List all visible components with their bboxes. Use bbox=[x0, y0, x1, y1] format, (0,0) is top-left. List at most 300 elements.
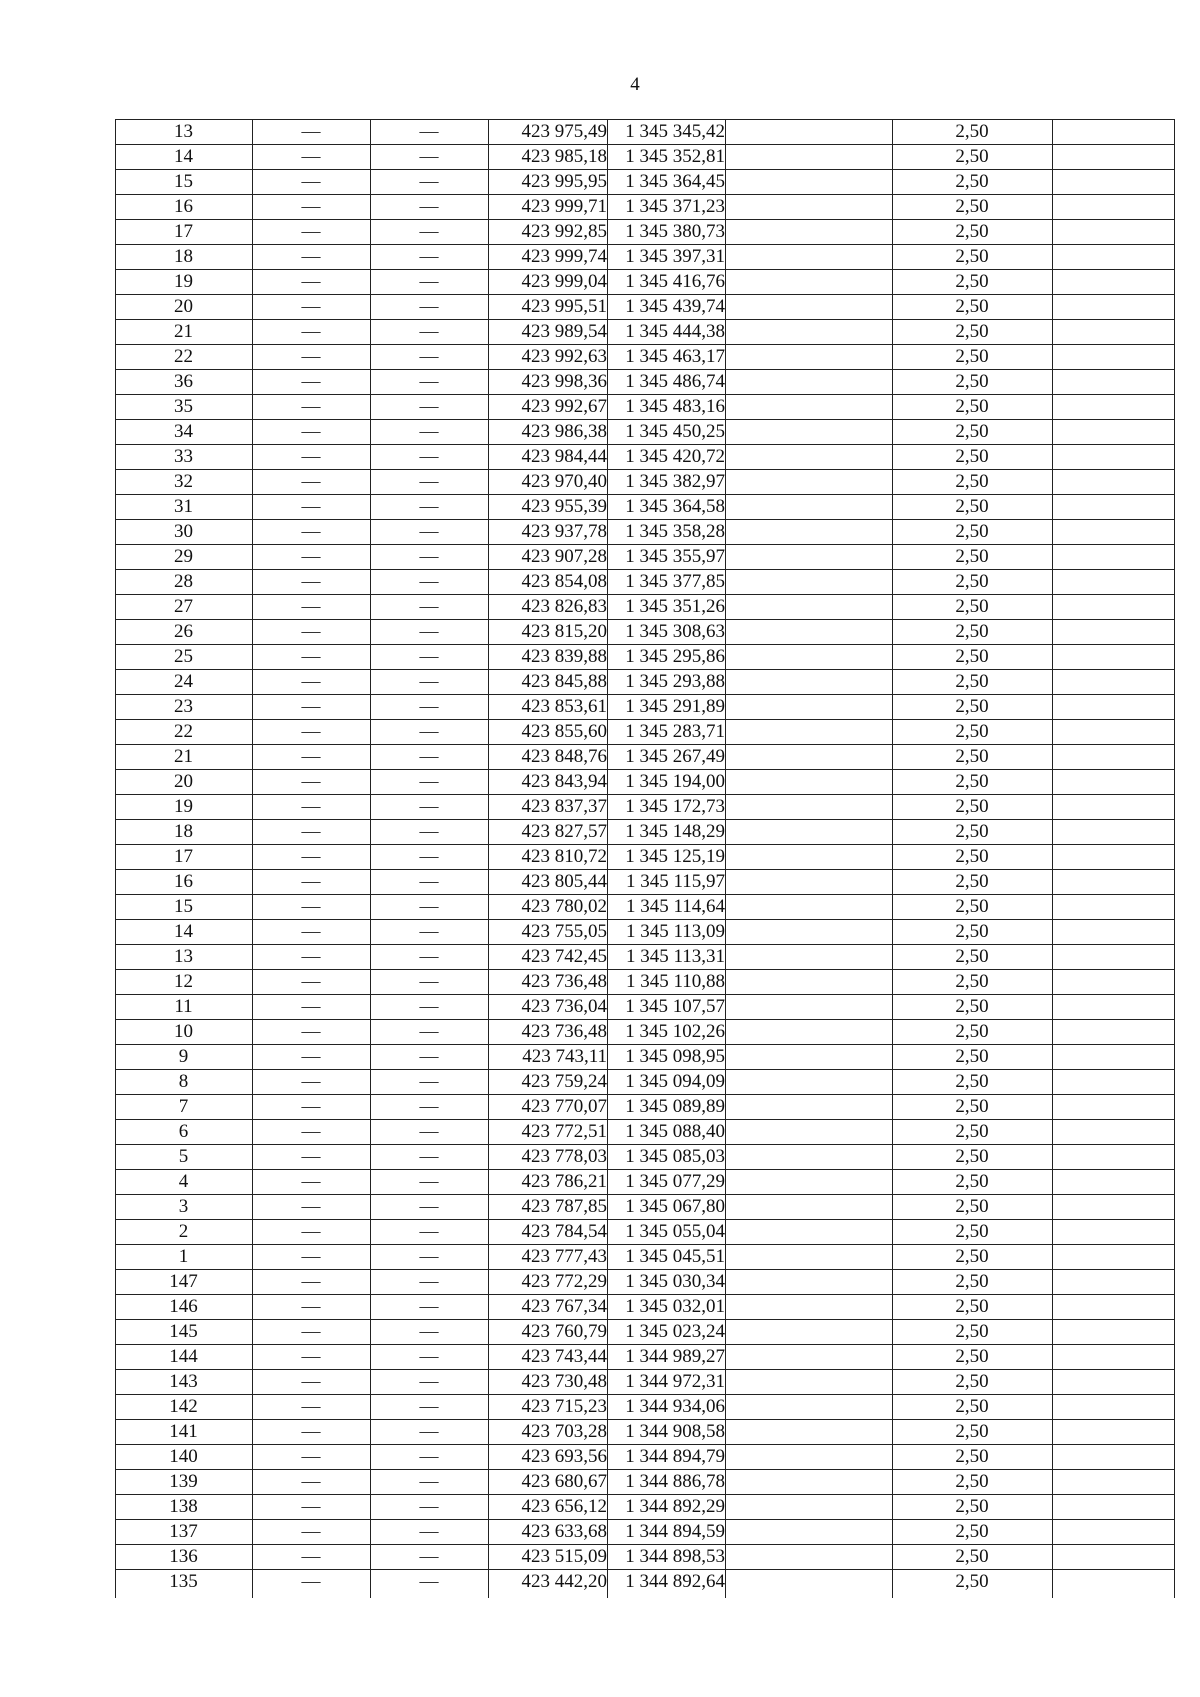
dash-cell: — bbox=[252, 1470, 370, 1495]
table-row bbox=[115, 1095, 1174, 1120]
x-coordinate-cell: 423 937,78 bbox=[488, 520, 607, 545]
empty-cell bbox=[725, 420, 892, 445]
x-coordinate-cell: 423 787,85 bbox=[488, 1195, 607, 1220]
empty-cell bbox=[725, 1020, 892, 1045]
y-coordinate-cell: 1 345 085,03 bbox=[607, 1145, 725, 1170]
empty-cell bbox=[725, 945, 892, 970]
y-coordinate-cell: 1 345 364,45 bbox=[607, 170, 725, 195]
empty-cell bbox=[1052, 1295, 1174, 1320]
x-coordinate-cell: 423 742,45 bbox=[488, 945, 607, 970]
table-row bbox=[115, 995, 1174, 1020]
y-coordinate-cell: 1 345 283,71 bbox=[607, 720, 725, 745]
x-coordinate-cell: 423 986,38 bbox=[488, 420, 607, 445]
x-coordinate-cell: 423 810,72 bbox=[488, 845, 607, 870]
y-coordinate-cell: 1 344 894,79 bbox=[607, 1445, 725, 1470]
accuracy-cell: 2,50 bbox=[892, 1370, 1052, 1395]
dash-cell: — bbox=[252, 120, 370, 145]
empty-cell bbox=[725, 795, 892, 820]
empty-cell bbox=[1052, 920, 1174, 945]
dash-cell: — bbox=[252, 395, 370, 420]
dash-cell: — bbox=[370, 445, 488, 470]
point-number-cell: 12 bbox=[115, 970, 252, 995]
table-row bbox=[115, 1520, 1174, 1545]
dash-cell: — bbox=[370, 1445, 488, 1470]
dash-cell: — bbox=[252, 445, 370, 470]
point-number-cell: 32 bbox=[115, 470, 252, 495]
y-coordinate-cell: 1 344 894,59 bbox=[607, 1520, 725, 1545]
dash-cell: — bbox=[252, 820, 370, 845]
dash-cell: — bbox=[252, 295, 370, 320]
dash-cell: — bbox=[252, 320, 370, 345]
empty-cell bbox=[725, 1520, 892, 1545]
y-coordinate-cell: 1 345 032,01 bbox=[607, 1295, 725, 1320]
dash-cell: — bbox=[370, 1095, 488, 1120]
point-number-cell: 16 bbox=[115, 870, 252, 895]
table-row bbox=[115, 945, 1174, 970]
empty-cell bbox=[725, 995, 892, 1020]
empty-cell bbox=[725, 295, 892, 320]
dash-cell: — bbox=[370, 970, 488, 995]
empty-cell bbox=[1052, 1370, 1174, 1395]
accuracy-cell: 2,50 bbox=[892, 670, 1052, 695]
table-row bbox=[115, 1470, 1174, 1495]
y-coordinate-cell: 1 345 291,89 bbox=[607, 695, 725, 720]
y-coordinate-cell: 1 345 416,76 bbox=[607, 270, 725, 295]
accuracy-cell: 2,50 bbox=[892, 1045, 1052, 1070]
dash-cell: — bbox=[370, 1170, 488, 1195]
dash-cell: — bbox=[252, 770, 370, 795]
dash-cell: — bbox=[252, 795, 370, 820]
dash-cell: — bbox=[252, 895, 370, 920]
y-coordinate-cell: 1 345 450,25 bbox=[607, 420, 725, 445]
accuracy-cell: 2,50 bbox=[892, 1495, 1052, 1520]
dash-cell: — bbox=[252, 370, 370, 395]
dash-cell: — bbox=[370, 1295, 488, 1320]
empty-cell bbox=[1052, 395, 1174, 420]
table-row bbox=[115, 1245, 1174, 1270]
empty-cell bbox=[725, 1370, 892, 1395]
point-number-cell: 15 bbox=[115, 895, 252, 920]
x-coordinate-cell: 423 760,79 bbox=[488, 1320, 607, 1345]
dash-cell: — bbox=[370, 720, 488, 745]
table-row bbox=[115, 1370, 1174, 1395]
accuracy-cell: 2,50 bbox=[892, 270, 1052, 295]
dash-cell: — bbox=[370, 1220, 488, 1245]
table-row bbox=[115, 145, 1174, 170]
dash-cell: — bbox=[370, 1395, 488, 1420]
table-row bbox=[115, 795, 1174, 820]
dash-cell: — bbox=[370, 1520, 488, 1545]
point-number-cell: 11 bbox=[115, 995, 252, 1020]
x-coordinate-cell: 423 855,60 bbox=[488, 720, 607, 745]
x-coordinate-cell: 423 843,94 bbox=[488, 770, 607, 795]
y-coordinate-cell: 1 345 023,24 bbox=[607, 1320, 725, 1345]
dash-cell: — bbox=[370, 295, 488, 320]
empty-cell bbox=[1052, 1320, 1174, 1345]
x-coordinate-cell: 423 848,76 bbox=[488, 745, 607, 770]
empty-cell bbox=[1052, 820, 1174, 845]
empty-cell bbox=[725, 195, 892, 220]
accuracy-cell: 2,50 bbox=[892, 745, 1052, 770]
empty-cell bbox=[1052, 345, 1174, 370]
dash-cell: — bbox=[252, 1445, 370, 1470]
empty-cell bbox=[725, 920, 892, 945]
dash-cell: — bbox=[370, 545, 488, 570]
x-coordinate-cell: 423 743,44 bbox=[488, 1345, 607, 1370]
x-coordinate-cell: 423 442,20 bbox=[521, 1571, 607, 1592]
empty-cell bbox=[725, 1345, 892, 1370]
empty-cell bbox=[725, 270, 892, 295]
x-coordinate-cell: 423 999,71 bbox=[488, 195, 607, 220]
x-coordinate-cell: 423 736,48 bbox=[488, 1020, 607, 1045]
coordinates-table bbox=[115, 119, 1175, 1598]
empty-cell bbox=[1052, 745, 1174, 770]
x-coordinate-cell: 423 989,54 bbox=[488, 320, 607, 345]
dash-cell: — bbox=[252, 870, 370, 895]
table-row bbox=[115, 595, 1174, 620]
table-row bbox=[115, 620, 1174, 645]
empty-cell bbox=[1052, 1395, 1174, 1420]
empty-cell bbox=[1052, 545, 1174, 570]
empty-cell bbox=[1052, 1270, 1174, 1295]
y-coordinate-cell: 1 345 125,19 bbox=[607, 845, 725, 870]
accuracy-cell: 2,50 bbox=[892, 1295, 1052, 1320]
point-number-cell: 141 bbox=[115, 1420, 252, 1445]
x-coordinate-cell: 423 845,88 bbox=[488, 670, 607, 695]
x-coordinate-cell: 423 975,49 bbox=[488, 120, 607, 145]
empty-cell bbox=[725, 845, 892, 870]
y-coordinate-cell: 1 345 107,57 bbox=[607, 995, 725, 1020]
dash-cell: — bbox=[370, 1045, 488, 1070]
accuracy-cell: 2,50 bbox=[892, 470, 1052, 495]
accuracy-cell: 2,50 bbox=[892, 1470, 1052, 1495]
point-number-cell: 1 bbox=[115, 1245, 252, 1270]
dash-cell: — bbox=[252, 695, 370, 720]
dash-cell: — bbox=[370, 1145, 488, 1170]
table-row bbox=[115, 1420, 1174, 1445]
point-number-cell: 18 bbox=[115, 820, 252, 845]
empty-cell bbox=[1052, 1545, 1174, 1570]
point-number-cell: 28 bbox=[115, 570, 252, 595]
point-number-cell: 20 bbox=[115, 295, 252, 320]
empty-cell bbox=[1052, 620, 1174, 645]
point-number-cell: 25 bbox=[115, 645, 252, 670]
y-coordinate-cell: 1 344 908,58 bbox=[607, 1420, 725, 1445]
dash-cell: — bbox=[370, 495, 488, 520]
accuracy-cell: 2,50 bbox=[892, 645, 1052, 670]
point-number-cell: 13 bbox=[115, 945, 252, 970]
accuracy-cell: 2,50 bbox=[892, 395, 1052, 420]
dash-cell: — bbox=[370, 645, 488, 670]
y-coordinate-cell: 1 345 444,38 bbox=[607, 320, 725, 345]
accuracy-cell: 2,50 bbox=[892, 445, 1052, 470]
empty-cell bbox=[725, 1045, 892, 1070]
point-number-cell: 3 bbox=[115, 1195, 252, 1220]
point-number-cell: 17 bbox=[115, 845, 252, 870]
x-coordinate-cell: 423 770,07 bbox=[488, 1095, 607, 1120]
accuracy-cell: 2,50 bbox=[892, 970, 1052, 995]
dash-cell: — bbox=[252, 1170, 370, 1195]
accuracy-cell: 2,50 bbox=[892, 195, 1052, 220]
dash-cell: — bbox=[370, 1120, 488, 1145]
y-coordinate-cell: 1 345 345,42 bbox=[607, 120, 725, 145]
table-row bbox=[115, 120, 1174, 145]
accuracy-cell: 2,50 bbox=[892, 520, 1052, 545]
empty-cell bbox=[1052, 695, 1174, 720]
dash-cell: — bbox=[370, 795, 488, 820]
accuracy-cell: 2,50 bbox=[892, 1195, 1052, 1220]
table-row bbox=[115, 1545, 1174, 1570]
empty-cell bbox=[1052, 1470, 1174, 1495]
empty-cell bbox=[725, 1220, 892, 1245]
dash-cell: — bbox=[252, 645, 370, 670]
dash-cell: — bbox=[370, 1420, 488, 1445]
accuracy-cell: 2,50 bbox=[892, 320, 1052, 345]
dash-cell: — bbox=[370, 845, 488, 870]
dash-cell: — bbox=[370, 820, 488, 845]
y-coordinate-cell: 1 344 892,29 bbox=[607, 1495, 725, 1520]
table-row bbox=[115, 1220, 1174, 1245]
empty-cell bbox=[725, 320, 892, 345]
empty-cell bbox=[1052, 195, 1174, 220]
point-number-cell: 16 bbox=[115, 195, 252, 220]
accuracy-cell: 2,50 bbox=[892, 1320, 1052, 1345]
y-coordinate-cell: 1 344 886,78 bbox=[607, 1470, 725, 1495]
empty-cell bbox=[1052, 495, 1174, 520]
empty-cell bbox=[1052, 1195, 1174, 1220]
x-coordinate-cell: 423 656,12 bbox=[488, 1495, 607, 1520]
dash-cell: — bbox=[252, 220, 370, 245]
x-coordinate-cell: 423 633,68 bbox=[488, 1520, 607, 1545]
table-row bbox=[115, 495, 1174, 520]
point-number-cell: 142 bbox=[115, 1395, 252, 1420]
empty-cell bbox=[1052, 1045, 1174, 1070]
point-number-cell: 19 bbox=[115, 795, 252, 820]
table-body bbox=[115, 120, 1174, 1594]
point-number-cell: 139 bbox=[115, 1470, 252, 1495]
x-coordinate-cell: 423 730,48 bbox=[488, 1370, 607, 1395]
x-coordinate-cell: 423 826,83 bbox=[488, 595, 607, 620]
dash-cell: — bbox=[252, 845, 370, 870]
dash-cell: — bbox=[252, 1520, 370, 1545]
point-number-cell: 14 bbox=[115, 920, 252, 945]
dash-cell: — bbox=[370, 370, 488, 395]
x-coordinate-cell: 423 992,67 bbox=[488, 395, 607, 420]
dash-cell: — bbox=[370, 920, 488, 945]
x-coordinate-cell: 423 680,67 bbox=[488, 1470, 607, 1495]
x-coordinate-cell: 423 907,28 bbox=[488, 545, 607, 570]
accuracy-cell: 2,50 bbox=[892, 945, 1052, 970]
accuracy-cell: 2,50 bbox=[892, 1095, 1052, 1120]
dash-cell: — bbox=[252, 270, 370, 295]
point-number-cell: 13 bbox=[115, 120, 252, 145]
accuracy-cell: 2,50 bbox=[892, 845, 1052, 870]
point-number-cell: 31 bbox=[115, 495, 252, 520]
point-number-cell: 27 bbox=[115, 595, 252, 620]
accuracy-cell: 2,50 bbox=[892, 1445, 1052, 1470]
point-number-cell: 17 bbox=[115, 220, 252, 245]
accuracy-cell: 2,50 bbox=[892, 170, 1052, 195]
y-coordinate-cell: 1 345 380,73 bbox=[607, 220, 725, 245]
accuracy-cell: 2,50 bbox=[892, 570, 1052, 595]
dash-cell: — bbox=[252, 1295, 370, 1320]
dash-cell: — bbox=[370, 270, 488, 295]
point-number-cell: 2 bbox=[115, 1220, 252, 1245]
table-row bbox=[115, 1445, 1174, 1470]
empty-cell bbox=[1052, 770, 1174, 795]
y-coordinate-cell: 1 345 295,86 bbox=[607, 645, 725, 670]
y-coordinate-cell: 1 345 094,09 bbox=[607, 1070, 725, 1095]
point-number-cell: 34 bbox=[115, 420, 252, 445]
table-row bbox=[115, 1270, 1174, 1295]
dash-cell: — bbox=[370, 870, 488, 895]
y-coordinate-cell: 1 344 898,53 bbox=[607, 1545, 725, 1570]
point-number-cell: 7 bbox=[115, 1095, 252, 1120]
empty-cell bbox=[1052, 520, 1174, 545]
empty-cell bbox=[725, 1120, 892, 1145]
accuracy-cell: 2,50 bbox=[892, 920, 1052, 945]
empty-cell bbox=[725, 1170, 892, 1195]
accuracy-cell: 2,50 bbox=[892, 1020, 1052, 1045]
empty-cell bbox=[1052, 420, 1174, 445]
dash-cell: — bbox=[370, 620, 488, 645]
point-number-cell: 21 bbox=[115, 320, 252, 345]
empty-cell bbox=[725, 1320, 892, 1345]
accuracy-cell: 2,50 bbox=[892, 1170, 1052, 1195]
dash-cell: — bbox=[370, 1545, 488, 1570]
accuracy-cell: 2,50 bbox=[892, 145, 1052, 170]
x-coordinate-cell: 423 970,40 bbox=[488, 470, 607, 495]
table-row bbox=[115, 320, 1174, 345]
dash-cell: — bbox=[370, 1495, 488, 1520]
y-coordinate-cell: 1 345 110,88 bbox=[607, 970, 725, 995]
point-number-cell: 26 bbox=[115, 620, 252, 645]
table-row bbox=[115, 1145, 1174, 1170]
point-number-cell: 19 bbox=[115, 270, 252, 295]
dash-cell: — bbox=[252, 1395, 370, 1420]
point-number-cell: 30 bbox=[115, 520, 252, 545]
accuracy-cell: 2,50 bbox=[892, 370, 1052, 395]
dash-cell: — bbox=[252, 470, 370, 495]
empty-cell bbox=[725, 370, 892, 395]
dash-cell: — bbox=[252, 995, 370, 1020]
y-coordinate-cell: 1 345 351,26 bbox=[607, 595, 725, 620]
y-coordinate-cell: 1 345 439,74 bbox=[607, 295, 725, 320]
empty-cell bbox=[725, 1495, 892, 1520]
y-coordinate-cell: 1 345 077,29 bbox=[607, 1170, 725, 1195]
empty-cell bbox=[1052, 320, 1174, 345]
x-coordinate-cell: 423 743,11 bbox=[488, 1045, 607, 1070]
table-row bbox=[115, 520, 1174, 545]
dash-cell: — bbox=[370, 470, 488, 495]
accuracy-cell: 2,50 bbox=[892, 1270, 1052, 1295]
dash-cell: — bbox=[370, 895, 488, 920]
empty-cell bbox=[1052, 145, 1174, 170]
y-coordinate-cell: 1 345 030,34 bbox=[607, 1270, 725, 1295]
x-coordinate-cell: 423 736,48 bbox=[488, 970, 607, 995]
y-coordinate-cell: 1 345 088,40 bbox=[607, 1120, 725, 1145]
dash-cell: — bbox=[252, 1120, 370, 1145]
x-coordinate-cell: 423 786,21 bbox=[488, 1170, 607, 1195]
empty-cell bbox=[725, 970, 892, 995]
dash-cell: — bbox=[252, 170, 370, 195]
y-coordinate-cell: 1 345 067,80 bbox=[607, 1195, 725, 1220]
empty-cell bbox=[1052, 220, 1174, 245]
x-coordinate-cell: 423 755,05 bbox=[488, 920, 607, 945]
x-coordinate-cell: 423 759,24 bbox=[488, 1070, 607, 1095]
table-row bbox=[115, 345, 1174, 370]
empty-cell bbox=[1052, 1220, 1174, 1245]
point-number-cell: 6 bbox=[115, 1120, 252, 1145]
table-row bbox=[115, 545, 1174, 570]
empty-cell bbox=[725, 1470, 892, 1495]
accuracy-cell: 2,50 bbox=[892, 1120, 1052, 1145]
dash-cell: — bbox=[252, 145, 370, 170]
y-coordinate-cell: 1 345 377,85 bbox=[607, 570, 725, 595]
x-coordinate-cell: 423 995,95 bbox=[488, 170, 607, 195]
point-number-cell: 140 bbox=[115, 1445, 252, 1470]
dash-cell: — bbox=[252, 745, 370, 770]
dash-cell: — bbox=[252, 1370, 370, 1395]
empty-cell bbox=[725, 495, 892, 520]
empty-cell bbox=[1052, 1120, 1174, 1145]
accuracy-cell: 2,50 bbox=[892, 220, 1052, 245]
dash-cell: — bbox=[370, 345, 488, 370]
x-coordinate-cell: 423 853,61 bbox=[488, 695, 607, 720]
accuracy-cell: 2,50 bbox=[892, 245, 1052, 270]
empty-cell bbox=[725, 1395, 892, 1420]
table-row bbox=[115, 920, 1174, 945]
empty-cell bbox=[1052, 1345, 1174, 1370]
point-number-cell: 15 bbox=[115, 170, 252, 195]
y-coordinate-cell: 1 345 358,28 bbox=[607, 520, 725, 545]
dash-cell: — bbox=[301, 1571, 321, 1592]
accuracy-cell: 2,50 bbox=[892, 1420, 1052, 1445]
table-row bbox=[115, 770, 1174, 795]
empty-cell bbox=[1052, 370, 1174, 395]
y-coordinate-cell: 1 345 113,31 bbox=[607, 945, 725, 970]
accuracy-cell: 2,50 bbox=[892, 795, 1052, 820]
empty-cell bbox=[725, 1545, 892, 1570]
point-number-cell: 144 bbox=[115, 1345, 252, 1370]
point-number-cell: 138 bbox=[115, 1495, 252, 1520]
table-row bbox=[115, 1195, 1174, 1220]
empty-cell bbox=[725, 1195, 892, 1220]
table-row bbox=[115, 220, 1174, 245]
empty-cell bbox=[1052, 645, 1174, 670]
dash-cell: — bbox=[252, 1220, 370, 1245]
dash-cell: — bbox=[370, 1270, 488, 1295]
dash-cell: — bbox=[252, 1495, 370, 1520]
accuracy-cell: 2,50 bbox=[892, 1395, 1052, 1420]
dash-cell: — bbox=[252, 1245, 370, 1270]
table-row bbox=[115, 570, 1174, 595]
empty-cell bbox=[725, 120, 892, 145]
dash-cell: — bbox=[370, 170, 488, 195]
point-number-cell: 145 bbox=[115, 1320, 252, 1345]
x-coordinate-cell: 423 772,29 bbox=[488, 1270, 607, 1295]
dash-cell: — bbox=[370, 1020, 488, 1045]
x-coordinate-cell: 423 998,36 bbox=[488, 370, 607, 395]
accuracy-cell: 2,50 bbox=[892, 1545, 1052, 1570]
point-number-cell: 146 bbox=[115, 1295, 252, 1320]
y-coordinate-cell: 1 345 115,97 bbox=[607, 870, 725, 895]
x-coordinate-cell: 423 815,20 bbox=[488, 620, 607, 645]
dash-cell: — bbox=[370, 1345, 488, 1370]
y-coordinate-cell: 1 345 098,95 bbox=[607, 1045, 725, 1070]
table-row bbox=[115, 870, 1174, 895]
y-coordinate-cell: 1 344 892,64 bbox=[625, 1571, 725, 1592]
